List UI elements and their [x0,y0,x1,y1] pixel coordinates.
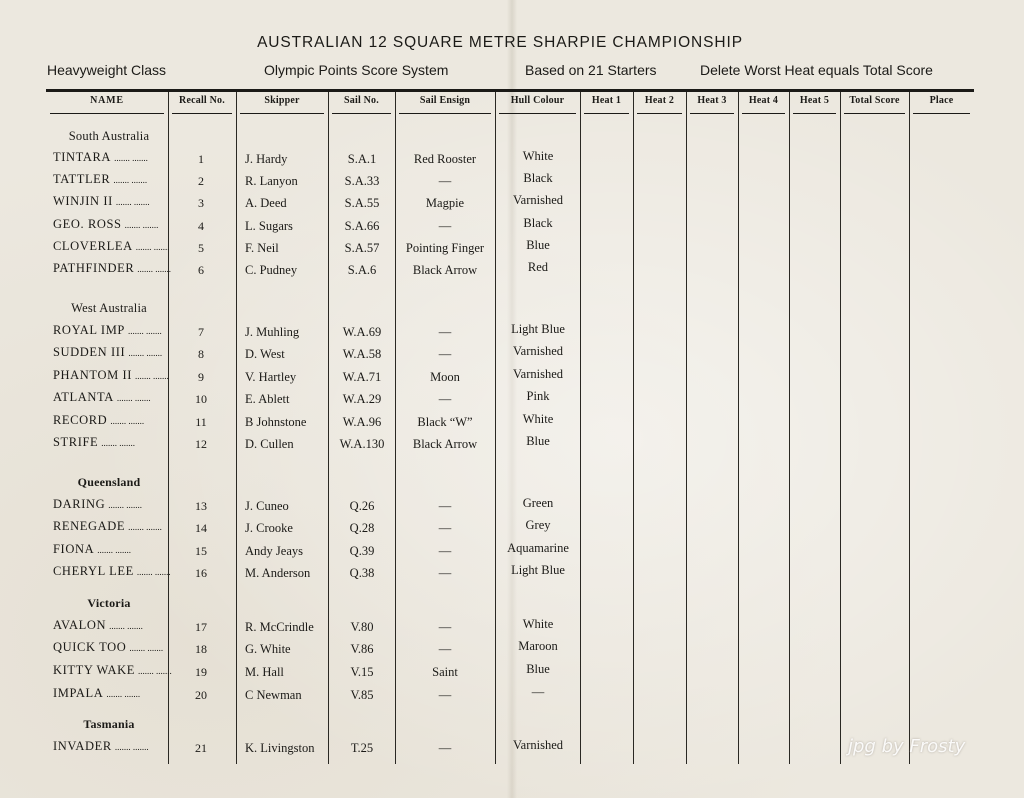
cell-sail: Q.28 [349,521,375,535]
leader-dots: ....... ....... [128,348,163,358]
cell-recall: 19 [195,665,207,679]
cell-ensign: Black Arrow [412,437,478,451]
leader-dots: ....... ....... [136,567,171,577]
header-colour: Hull Colour [510,95,565,106]
boat-name [53,368,169,383]
leader-dots: ....... ....... [128,522,162,532]
cell-skipper: M. Anderson [245,566,311,580]
cell-recall: 12 [195,437,207,451]
cell-colour: Varnished [513,367,563,381]
header-heat3: Heat 3 [697,95,727,106]
cell-skipper: V. Hartley [245,370,297,384]
boat-name [53,390,151,405]
header-underline [584,113,629,114]
watermark: jpg by Frosty [848,736,966,757]
leader-dots: ....... ....... [127,326,162,336]
boat-name-text: DARING [53,497,106,511]
cell-ensign: — [438,499,452,513]
cell-recall: 6 [198,263,204,277]
cell-colour: Light Blue [511,563,565,577]
cell-ensign: — [438,325,452,339]
column-divider [580,92,581,764]
cell-recall: 13 [195,499,207,513]
cell-skipper: J. Crooke [245,521,293,535]
points-system-label: Olympic Points Score System [264,62,449,78]
boat-name [53,497,142,512]
boat-name [53,239,169,254]
column-divider [686,92,687,764]
table-top-rule [46,89,974,92]
header-underline [742,113,785,114]
column-divider [328,92,329,764]
boat-name [53,323,162,338]
header-underline [637,113,682,114]
cell-sail: S.A.1 [347,152,377,166]
leader-dots: ....... ....... [137,264,172,274]
cell-colour: Aquamarine [507,541,569,555]
cell-recall: 9 [198,370,204,384]
leader-dots: ....... ....... [124,220,159,230]
state-heading: Queensland [77,475,141,489]
starters-label: Based on 21 Starters [525,62,657,78]
cell-skipper: D. West [245,347,285,361]
cell-colour: White [522,149,554,163]
boat-name [53,150,148,165]
cell-skipper: R. McCrindle [245,620,314,634]
cell-ensign: Pointing Finger [405,241,485,255]
boat-name-text: TATTLER [53,172,111,186]
state-heading: Tasmania [83,717,135,731]
header-underline [172,113,232,114]
boat-name-text: KITTY WAKE [53,663,136,677]
cell-sail: W.A.130 [339,437,385,451]
cell-colour: White [522,617,554,631]
cell-sail: W.A.29 [342,392,382,406]
cell-sail: V.15 [350,665,374,679]
boat-name-text: RENEGADE [53,519,126,533]
cell-ensign: Black Arrow [412,263,478,277]
cell-colour: Varnished [513,344,563,358]
boat-name-text: TINTARA [53,150,112,164]
cell-sail: S.A.33 [344,174,380,188]
cell-skipper: A. Deed [245,196,287,210]
header-name: NAME [90,95,124,106]
leader-dots: ....... ....... [97,545,131,555]
cell-skipper: C. Pudney [245,263,298,277]
cell-sail: T.25 [350,741,374,755]
leader-dots: ....... ....... [110,416,145,426]
header-underline [399,113,491,114]
cell-colour: Blue [526,434,550,448]
header-heat5: Heat 5 [799,95,830,106]
cell-colour: Light Blue [511,322,565,336]
cell-sail: W.A.96 [342,415,382,429]
leader-dots: ....... ....... [116,393,151,403]
cell-skipper: F. Neil [245,241,279,255]
cell-recall: 20 [195,688,207,702]
header-underline [240,113,324,114]
header-heat4: Heat 4 [748,95,779,106]
header-place: Place [929,95,954,106]
header-heat2: Heat 2 [644,95,675,106]
leader-dots: ....... ....... [129,643,164,653]
cell-colour: Green [522,496,554,510]
cell-sail: S.A.55 [344,196,380,210]
boat-name [53,618,143,633]
boat-name-text: AVALON [53,618,107,632]
cell-recall: 15 [195,544,207,558]
boat-name-text: FIONA [53,542,95,556]
state-heading: Victoria [87,596,131,610]
header-recall: Recall No. [179,95,225,106]
header-sail: Sail No. [344,95,379,106]
cell-ensign: — [438,521,452,535]
leader-dots: ....... ....... [101,438,136,448]
boat-name-text: WINJIN II [53,194,113,208]
cell-colour: Varnished [513,738,563,752]
cell-recall: 16 [195,566,207,580]
boat-name [53,435,135,450]
boat-name-text: PATHFINDER [53,261,135,275]
cell-colour: Black [523,171,553,185]
cell-colour: — [531,685,545,699]
cell-ensign: Saint [432,665,458,679]
boat-name [53,345,162,360]
cell-skipper: C Newman [245,688,302,702]
column-divider [236,92,237,764]
header-ensign: Sail Ensign [419,95,471,106]
boat-name [53,172,147,187]
boat-name [53,739,149,754]
cell-skipper: K. Livingston [245,741,315,755]
column-divider [789,92,790,764]
boat-name-text: INVADER [53,739,112,753]
boat-name-text: IMPALA [53,686,104,700]
cell-colour: Black [523,216,553,230]
leader-dots: ....... ....... [135,371,169,381]
class-label: Heavyweight Class [47,62,167,78]
boat-name [53,261,171,276]
cell-ensign: — [438,620,452,634]
boat-name [53,640,163,655]
cell-recall: 10 [195,392,207,406]
cell-ensign: Moon [430,370,460,384]
boat-name [53,217,158,232]
cell-ensign: — [438,392,452,406]
column-divider [633,92,634,764]
state-heading: South Australia [68,129,150,143]
leader-dots: ....... ....... [115,197,150,207]
leader-dots: ....... ....... [113,175,148,185]
cell-sail: W.A.69 [342,325,382,339]
boat-name-text: ATLANTA [53,390,114,404]
cell-colour: White [522,412,554,426]
header-underline [690,113,734,114]
boat-name-text: GEO. ROSS [53,217,122,231]
cell-ensign: — [438,741,452,755]
boat-name-text: PHANTOM II [53,368,133,382]
header-heat1: Heat 1 [591,95,622,106]
cell-colour: Blue [526,238,550,252]
cell-skipper: J. Cuneo [245,499,289,513]
header-underline [332,113,391,114]
boat-name [53,663,172,678]
header-underline [499,113,576,114]
column-divider [909,92,910,764]
cell-sail: W.A.58 [342,347,382,361]
cell-recall: 2 [198,174,204,188]
cell-skipper: M. Hall [245,665,284,679]
cell-recall: 5 [198,241,204,255]
header-underline [913,113,970,114]
cell-recall: 3 [198,196,204,210]
cell-recall: 17 [195,620,207,634]
cell-colour: Pink [526,389,550,403]
boat-name-text: QUICK TOO [53,640,127,654]
cell-sail: W.A.71 [342,370,382,384]
boat-name-text: CLOVERLEA [53,239,133,253]
leader-dots: ....... ....... [109,621,143,631]
cell-ensign: — [438,219,452,233]
document-title: AUSTRALIAN 12 SQUARE METRE SHARPIE CHAMPIONSHIP [257,34,743,51]
cell-sail: S.A.57 [344,241,380,255]
header-underline [50,113,164,114]
cell-colour: Varnished [513,193,563,207]
leader-dots: ....... ....... [138,666,172,676]
cell-ensign: — [438,566,452,580]
cell-recall: 1 [198,152,204,166]
cell-skipper: B Johnstone [245,415,307,429]
cell-colour: Blue [526,662,550,676]
cell-sail: S.A.6 [347,263,377,277]
leader-dots: ....... ....... [114,742,149,752]
cell-ensign: — [438,174,452,188]
cell-ensign: — [438,688,452,702]
boat-name-text: RECORD [53,413,108,427]
cell-recall: 4 [198,219,204,233]
cell-skipper: D. Cullen [245,437,294,451]
cell-ensign: Red Rooster [413,152,477,166]
cell-sail: Q.26 [349,499,375,513]
boat-name-text: SUDDEN III [53,345,126,359]
leader-dots: ....... ....... [114,153,148,163]
cell-sail: V.85 [350,688,374,702]
cell-skipper: E. Ablett [245,392,290,406]
boat-name [53,413,144,428]
boat-name-text: CHERYL LEE [53,564,134,578]
boat-name [53,542,131,557]
boat-name [53,564,171,579]
boat-name [53,519,162,534]
scoring-rule-label: Delete Worst Heat equals Total Score [700,62,933,78]
cell-skipper: J. Muhling [245,325,300,339]
boat-name [53,194,150,209]
cell-skipper: Andy Jeays [245,544,303,558]
cell-skipper: R. Lanyon [245,174,298,188]
cell-colour: Red [527,260,549,274]
boat-name [53,686,140,701]
leader-dots: ....... ....... [106,689,141,699]
cell-ensign: — [438,544,452,558]
boat-name-text: STRIFE [53,435,99,449]
leader-dots: ....... ....... [108,500,142,510]
cell-ensign: Magpie [425,196,465,210]
cell-recall: 14 [195,521,207,535]
cell-sail: V.80 [350,620,374,634]
cell-recall: 8 [198,347,204,361]
header-skipper: Skipper [264,95,300,106]
cell-ensign: Black “W” [417,415,473,429]
cell-sail: Q.39 [349,544,375,558]
cell-ensign: — [438,347,452,361]
header-underline [793,113,836,114]
cell-recall: 11 [195,415,207,429]
column-divider [738,92,739,764]
column-divider [840,92,841,764]
cell-recall: 18 [195,642,207,656]
cell-recall: 7 [198,325,204,339]
cell-ensign: — [438,642,452,656]
cell-colour: Maroon [518,639,558,653]
leader-dots: ....... ....... [135,242,170,252]
header-total: Total Score [849,95,900,106]
cell-recall: 21 [195,741,207,755]
cell-skipper: J. Hardy [245,152,288,166]
cell-sail: V.86 [350,642,374,656]
boat-name-text: ROYAL IMP [53,323,125,337]
cell-skipper: G. White [245,642,291,656]
cell-skipper: L. Sugars [245,219,293,233]
cell-sail: S.A.66 [344,219,380,233]
cell-colour: Grey [525,518,551,532]
header-underline [844,113,905,114]
cell-sail: Q.38 [349,566,375,580]
state-heading: West Australia [71,301,147,315]
